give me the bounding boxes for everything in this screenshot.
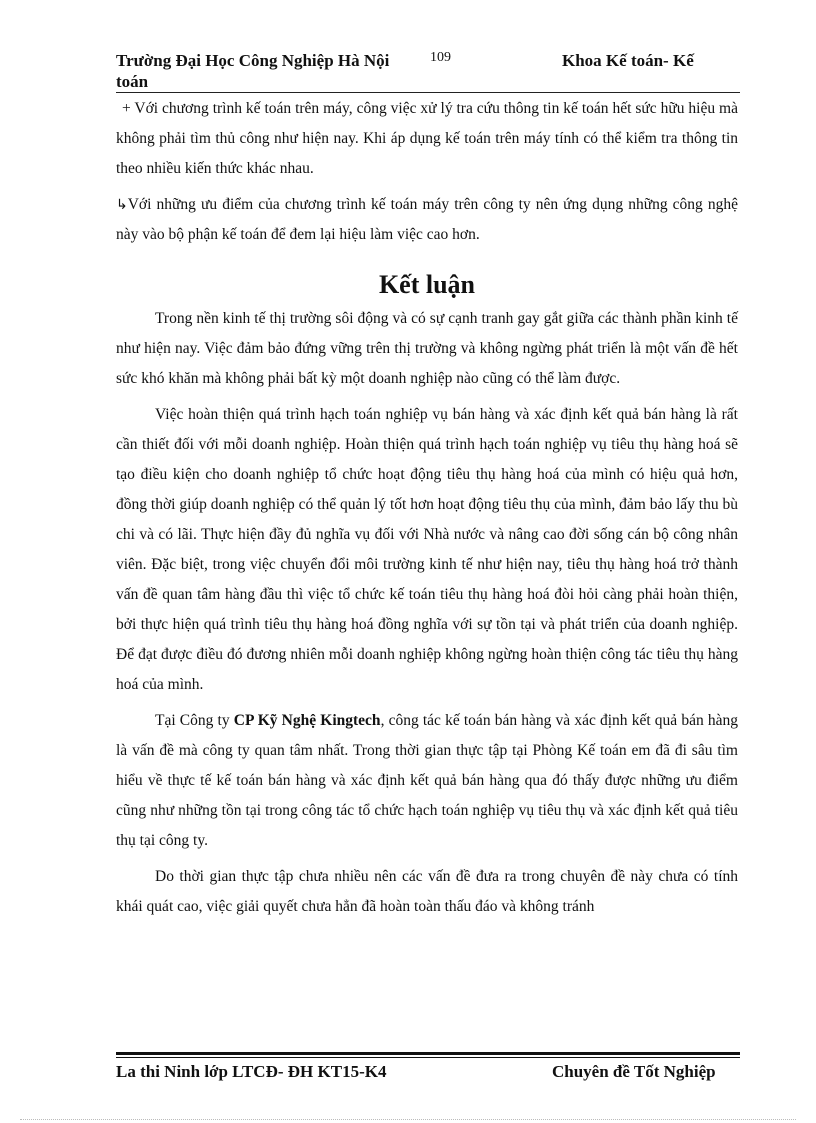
paragraph-company-pre: Tại Công ty	[155, 712, 234, 729]
page-number: 109	[430, 50, 451, 65]
header-school-name	[116, 50, 436, 92]
header-department: Khoa Kế toán- Kế	[562, 51, 694, 70]
paragraph-limitations: Do thời gian thực tập chưa nhiều nên các vấn đề đưa ra trong chuyên đề này chưa có tính khái quát cao, việc giải quyết chưa hẳn đã hoàn toàn thấu đáo và không tránh	[116, 868, 738, 915]
company-name: CP Kỹ Nghệ Kingtech	[233, 712, 381, 729]
header-school-line: Trường Đại Học Công Nghiệp Hà Nội	[116, 51, 390, 70]
document-body	[116, 94, 738, 922]
footer-divider-thin	[116, 1057, 740, 1058]
paragraph-company-post: , công tác kế toán bán hàng và xác định kết quả bán hàng là vấn đề mà công ty quan tâm nhất. Trong thời gian thực tập tại Phòng Kế toán em đã đi sâu tìm hiểu về thực tế kế toán bán hàng và xác định kết quả bán hàng qua đó thấy được những ưu điểm cũng như những tồn tại trong công tác tổ chức hạch toán nghiệp vụ tiêu thụ và xác định kết quả tiêu thụ tại công ty.	[116, 712, 738, 849]
paragraph-improvement: Việc hoàn thiện quá trình hạch toán nghiệp vụ bán hàng và xác định kết quả bán hàng là rất cần thiết đối với mỗi doanh nghiệp. Hoàn thiện quá trình hạch toán nghiệp vụ tiêu thụ hàng hoá sẽ tạo điều kiện cho doanh nghiệp tổ chức hoạt động tiêu thụ hàng hoá của mình có hiệu quả hơn, đồng thời giúp doanh nghiệp có thể quản lý tốt hơn hoạt động tiêu thụ của mình, đảm bảo lấy thu bù chi và có lãi. Thực hiện đầy đủ nghĩa vụ đối với Nhà nước và nâng cao đời sống cán bộ công nhân viên. Đặc biệt, trong việc chuyển đổi môi trường kinh tế như hiện nay, tiêu thụ hàng hoá trở thành vấn đề quan tâm hàng đầu thì việc tổ chức kế toán tiêu thụ hàng hoá đòi hỏi càng phải hoàn thiện, bởi thực hiện quá trình tiêu thụ hàng hoá đồng nghĩa với sự tồn tại và phát triển của doanh nghiệp. Để đạt được điều đó đương nhiên mỗi doanh nghiệp không ngừng hoàn thiện công tác tiêu thụ hàng hoá của mình.	[116, 406, 738, 693]
paragraph-market: Trong nền kinh tế thị trường sôi động và có sự cạnh tranh gay gắt giữa các thành phần kinh tế như hiện nay. Việc đảm bảo đứng vững trên thị trường và không ngừng phát triển là một vấn đề hết sức khó khăn mà không phải bất kỳ một doanh nghiệp nào cũng có thể làm được.	[116, 310, 738, 387]
paragraph-company	[116, 706, 738, 856]
conclusion-heading: Kết luận	[378, 270, 476, 299]
footer-author: La thi Ninh lớp LTCĐ- ĐH KT15-K4	[116, 1062, 387, 1081]
header-department-wrap: toán	[116, 72, 149, 91]
paragraph-advantages	[116, 190, 738, 250]
paragraph-advantages-text: Với những ưu điểm của chương trình kế toán máy trên công ty nên ứng dụng những công nghệ này vào bộ phận kế toán để đem lại hiệu làm việc cao hơn.	[116, 196, 738, 243]
paragraph-computer-accounting: + Với chương trình kế toán trên máy, công việc xử lý tra cứu thông tin kế toán hết sức hữu hiệu mà không phải tìm thủ công như hiện nay. Khi áp dụng kế toán trên máy tính có thể kiểm tra thông tin theo nhiều kiến thức khác nhau.	[116, 100, 738, 177]
arrow-bullet-icon: ↳	[116, 197, 128, 213]
header-divider	[116, 92, 740, 93]
page-bottom-dotted-line	[20, 1119, 796, 1120]
footer-divider-thick	[116, 1052, 740, 1055]
footer-thesis-title: Chuyên đề Tốt Nghiệp	[552, 1062, 716, 1081]
